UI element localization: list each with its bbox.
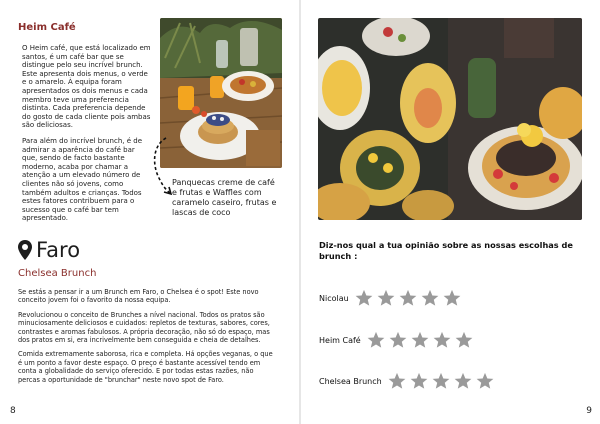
page-number-left: 8 xyxy=(10,406,16,416)
star-icon[interactable] xyxy=(454,372,472,390)
star-icon[interactable] xyxy=(377,289,395,307)
chelsea-paragraph-1: Se estás a pensar ir a um Brunch em Faro, o Chelsea é o spot! Este novo conceito jovem foi o favorito da nossa equipa. xyxy=(18,288,259,305)
rating-label-chelsea-brunch: Chelsea Brunch xyxy=(319,376,382,386)
star-icon[interactable] xyxy=(455,331,473,349)
heim-paragraph-2: Para além do incrível brunch, é de admirar a aparência do café bar que, sendo de facto bastante moderno, acaba por chamar a atenção a um elevado número de clientes não só jovens, como também adultos e crianças. Todos estes fatores contribuem para o sucesso que o café bar tem apresentado. xyxy=(22,136,143,223)
rating-label-nicolau: Nicolau xyxy=(319,293,349,303)
brunch-dishes-photo xyxy=(318,18,582,220)
star-rating-nicolau[interactable] xyxy=(355,289,465,307)
rating-label-heim-cafe: Heim Café xyxy=(319,335,361,345)
star-icon[interactable] xyxy=(355,289,373,307)
rating-row-heim-cafe xyxy=(319,331,477,349)
photo-caption: Panquecas creme de café e frutas e Waffles com caramelo caseiro, frutas e lascas de coco xyxy=(172,178,277,217)
star-icon[interactable] xyxy=(432,372,450,390)
star-icon[interactable] xyxy=(389,331,407,349)
star-rating-heim-cafe[interactable] xyxy=(367,331,477,349)
star-icon[interactable] xyxy=(433,331,451,349)
left-page xyxy=(0,0,299,424)
heim-cafe-text xyxy=(22,44,152,230)
star-icon[interactable] xyxy=(421,289,439,307)
rating-question: Diz-nos qual a tua opinião sobre as nossas escolhas de brunch : xyxy=(319,240,573,261)
star-icon[interactable] xyxy=(411,331,429,349)
heim-cafe-pancakes-photo xyxy=(160,18,282,168)
star-icon[interactable] xyxy=(443,289,461,307)
map-pin-icon xyxy=(18,240,32,260)
heim-cafe-heading: Heim Café xyxy=(18,22,76,33)
location-heading xyxy=(18,238,80,262)
rating-row-nicolau xyxy=(319,289,465,307)
star-icon[interactable] xyxy=(367,331,385,349)
chelsea-paragraph-2: Revolucionou o conceito de Brunches a nível nacional. Todos os pratos são minuciosamente deliciosos e cuidados: repletos de texturas, sabores, cores, contrastes e aromas fabulosos. A própria decoração, não só do espaço, mas dos pratos em si, era incrivelmente bem conseguida e cheia de detalhes. xyxy=(18,310,270,345)
right-page xyxy=(301,0,600,424)
star-icon[interactable] xyxy=(399,289,417,307)
star-icon[interactable] xyxy=(476,372,494,390)
star-rating-chelsea-brunch[interactable] xyxy=(388,372,498,390)
heim-paragraph-1: O Heim café, que está localizado em santos, é um café bar que se distingue pelo seu incrível brunch. Este apresenta dois menus, o verde e o amarelo. À equipa foram apresentados os dois menus e cada membro teve uma preferencia distinta. Cada preferencia depende do gosto de cada cliente pois ambas são deliciosas. xyxy=(22,44,151,130)
chelsea-brunch-text xyxy=(18,288,276,390)
chelsea-brunch-heading: Chelsea Brunch xyxy=(18,268,97,279)
page-number-right: 9 xyxy=(586,406,592,416)
location-name: Faro xyxy=(36,238,81,262)
star-icon[interactable] xyxy=(410,372,428,390)
rating-row-chelsea-brunch xyxy=(319,372,498,390)
star-icon[interactable] xyxy=(388,372,406,390)
chelsea-paragraph-3: Comida extremamente saborosa, rica e completa. Há opções veganas, o que é um ponto a favor deste espaço. O preço é bastante acessível tendo em conta a globalidade do serviço oferecido. E por todas estas razões, não percas a oportunidade de "brunchar" neste novo spot de Faro. xyxy=(18,350,273,384)
